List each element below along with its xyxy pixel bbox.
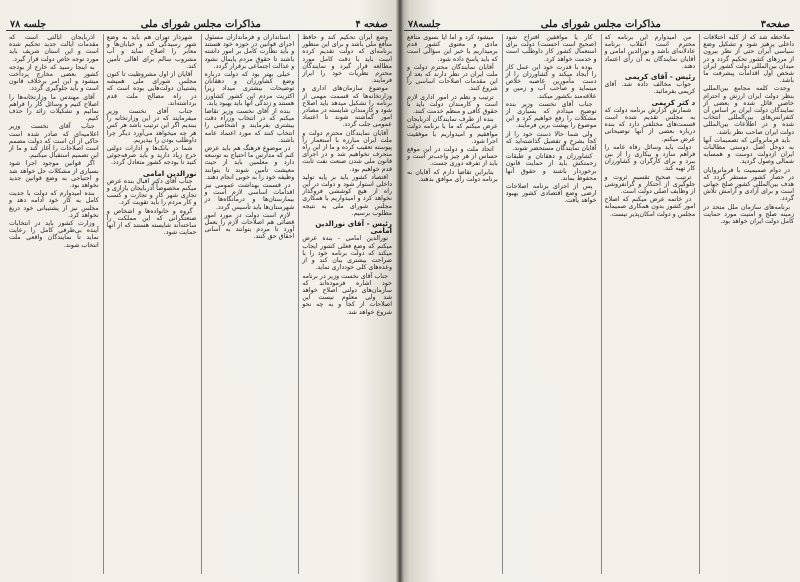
speaker-heading: رئیس - آقای کریمی bbox=[624, 72, 696, 82]
paragraph: بنده از آقای نخست وزیر تقاضا میکنم که در انتخاب وزراء دقت بیشتری بفرمایند و اشخاصی را انتخاب کنند که مورد اعتماد عامه باشند. bbox=[204, 108, 295, 144]
paragraph: خیلی بهتر بود که دولت درباره وضع کشاورزان و دهقانان توضیحات بیشتری میداد زیرا اکثریت مردم این کشور کشاورز هستند و زندگی آنها باید بهبود یابد. bbox=[204, 71, 295, 107]
session-number: جلسه ۷۸ bbox=[10, 19, 47, 30]
paragraph: در دوام صمیمیت با فرمانروایان در حصار کشور مستقر گردد که هدف بین‌المللی کشور صلح جهانی است و برای آزادی و آرامش تلاش گردد. bbox=[703, 166, 794, 203]
paragraph: به اینجا رسید که خارج از بودجه کشور بعضی مخارج پرداخت میشود و این امر برخلاف قانون است و باید جلوگیری گردد. bbox=[9, 63, 99, 93]
paragraph: جواب مخالف داده شد. آقای کریمی بفرمائید. bbox=[604, 81, 696, 96]
paragraph: اگر قوانین موجود اجرا شود بسیاری از مشکلات حل خواهد شد و احتیاجی به وضع قوانین جدید نخواهد بود. bbox=[9, 160, 99, 190]
paragraph: در خاتمه عرض میکنم که اصلاح امور کشور بدون همکاری صمیمانه مجلس و دولت امکان‌پذیر نیست. bbox=[604, 196, 696, 218]
text-column bbox=[601, 34, 696, 574]
paragraph: بنده امیدوارم که دولت با جدیت کامل به کار خود ادامه دهد و مجلس نیز از پشتیبانی خود دریغ نخواهد کرد. bbox=[9, 190, 99, 219]
paragraph: کار یا موافقین اقتراح شود (صحیح است احسنت) دولت برای استعمال کشور کار داوطلب است و خدمت خواهد کرد. bbox=[505, 34, 597, 63]
speaker-heading: نورالدین امامی bbox=[142, 168, 197, 178]
text-column bbox=[502, 34, 597, 574]
text-column bbox=[201, 34, 295, 574]
paragraph: آذربایجان ایالتی است که مقدمات ایالت جدید تحکیم شده است و این استان شریف باید مورد توجه خاص دولت قرار گیرد. bbox=[9, 34, 99, 63]
session-number: جلسه۷۸ bbox=[408, 19, 441, 30]
text-column bbox=[298, 34, 392, 574]
paragraph: جناب آقای نخست وزیر میفرمایند که در این وزارتخانه را ببندیم اگر این ترتیب باشد هر کس هر چه میخواهد می‌آورد دیگر چرا داوطلب بودن را بپذیریم. bbox=[106, 108, 197, 144]
paragraph: شهردار تهران هم باید به وضع شهر رسیدگی کند و خیابان‌ها و معابر را اصلاح نماید و آب مشروب سالم برای اهالی تأمین کند. bbox=[106, 34, 197, 70]
paragraph: بنده از طرف نمایندگان آذربایجان عرض میکنم که ما با برنامه دولت موافقیم و امیدواریم با موفقیت اجرا شود. bbox=[407, 116, 498, 145]
paragraph: شمارش گزارش برنامه دولت که به مجلس تقدیم شده است قسمت‌های مختلفی دارد که بنده درباره بعضی از آنها توضیحاتی عرض میکنم. bbox=[604, 106, 696, 143]
paragraph: جناب آقای نخست وزیر اعلامیه‌ای که صادر شده است حاکی از آن است که دولت مصمم است اصلاحات را آغاز کند و ما از این تصمیم استقبال میکنیم. bbox=[9, 123, 99, 160]
paragraph: میشود کرد و اما آیا بسوی منافع مادی و معنوی کشور قدم برمیداریم یا خیر این سؤالی است که باید پاسخ داده شود. bbox=[407, 34, 498, 63]
paragraph: ملاحظه شد که از کلیه اختلافات داخلی پرهیز شود و تشکیل وضع سیاسی ایران حتی از نظر بیرون از مرزهای کشور تحکیم گردد و در میدان بین‌المللی دولت کشور ایران شخص اول اقدامات پیشرفت ما باشد. bbox=[703, 34, 794, 85]
paragraph: برنامه‌های سازمان ملل متحد در زمینه صلح و امنیت مورد حمایت کامل دولت ایران خواهد بود. bbox=[703, 203, 794, 226]
paragraph: جناب آقای نخست وزیر بنده توضیح میدادم که بسیاری از مشکلات را رفع خواهیم کرد و این موضوع را بهشت برین فرمایند. bbox=[505, 100, 597, 130]
page-right bbox=[398, 0, 800, 582]
paragraph: بنابراین تقاضا دارم که آقایان به برنامه دولت رأی موافق بدهند. bbox=[407, 168, 498, 183]
page-left bbox=[0, 0, 398, 582]
paragraph: گروه و خانواده‌ها و اشخاص و صنعتگرانی که این مملکت را ساخته‌اند شایسته هستند که از آنها حمایت شود. bbox=[106, 207, 197, 237]
page-header bbox=[404, 14, 794, 31]
paragraph: آقایان نمایندگان محترم دولت و ملت ایران در نظر دارند که بعد از این مقدمات اصلاحات اساسی را شروع کنند. bbox=[407, 63, 498, 93]
text-column bbox=[404, 34, 498, 574]
paragraph: آقای مهندس ما وزارتخانه‌ها را اصلاح کنیم و وسائل کار را فراهم نمائیم و تشکیلات زائد را حذف کنیم. bbox=[9, 93, 99, 123]
paragraph: وضع ایران تحکیم کند و حافظ منافع ملی باشد و برای این منظور برنامه‌ای که دولت تقدیم کرده است باید با دقت کامل مورد مطالعه قرار گیرد و نمایندگان محترم نظریات خود را ابراز فرمایند. bbox=[302, 34, 392, 85]
paragraph: ترتیب و نظم در امور اداری لازم است و کارمندان دولت باید با حقوق کافی و منظم خدمت کنند. bbox=[407, 93, 498, 116]
paragraph: من امیدوارم این برنامه که محترم است انقلاب برنامه عادلانه‌ای باشد و نورالدین امامی و آقایان نمایندگان به آن رأی اعتماد دهند. bbox=[604, 34, 696, 70]
page-title: مذاکرات مجلس شورای ملی bbox=[140, 19, 261, 30]
paragraph: در قسمت بهداشت عمومی نیز اقدامات اساسی لازم است و بیمارستان‌ها و درمانگاه‌ها در شهرستان‌ها باید تأسیس گردد. bbox=[204, 182, 295, 211]
paragraph: بوده با قدرت خود این عمل کار را ایجاد میکند و کشاورزان را از دست مأمورین غاصبه خلاص مینماید و صاحب آب و زمین و علاقه‌مند بکشور میکند. bbox=[505, 63, 597, 100]
page-number: صفحه۳ bbox=[760, 19, 790, 30]
paragraph: وزارت کشور باید در انتخابات آینده بی‌طرفی کامل را رعایت نماید تا نمایندگان واقعی ملت انتخاب شوند. bbox=[9, 220, 99, 249]
paragraph: اتحاد ملت و دولت در این موقع حساس از هر چیز واجب‌تر است و باید از تفرقه دوری جست. bbox=[407, 146, 498, 168]
paragraph: استانداران و فرمانداران مسئول اجرای قوانین در حوزه خود هستند و باید نظارت کامل بر امور داشته باشند تا حقوق مردم پایمال نشود و عدالت اجتماعی برقرار گردد. bbox=[204, 34, 295, 70]
paragraph: اقتصاد کشور باید بر پایه تولید داخلی استوار شود و دولت در این راه از هیچ کوششی فروگذار نخواهد کرد و امیدواریم با همکاری مجلس شورای ملی به نتیجه مطلوب برسیم. bbox=[302, 173, 392, 217]
paragraph: جناب آقای دکتر اقبال بنده عرض میکنم مخصوصاً آذربایجان بازاری و تجاری شهر کار و تجارت و کسب و کار مردم را باید تقویت کرد. bbox=[106, 177, 197, 207]
paragraph: آقایان نمایندگان محترم دولت و ملت ایران مبارزه با استعمار را پیوسته تعقیب کرده و ما از این راه منحرف نخواهیم شد و در اجرای قانون ملی شدن صنعت نفت ثابت قدم خواهیم بود. bbox=[302, 129, 392, 173]
text-column bbox=[6, 34, 99, 574]
paragraph: وحدت کلمه مجامع بین‌المللی بنظر دولت ایران ارزش و احترام خاصی قائل شده و بعضی از نمایندگان دولت ایران بر اساس آن کنفرانس‌های بین‌المللی انتخاب شده و در اطلاعات بین‌المللی دولت ایران صاحب نظر باشد. bbox=[703, 85, 794, 136]
page-title: مذاکرات مجلس شورای ملی bbox=[540, 19, 661, 30]
paragraph: موضوع سازمان‌های اداری و وزارتخانه‌ها که قسمت مهمی از برنامه را تشکیل میدهد باید اصلاح شود و کارمندان شایسته در مصادر امور گماشته شوند تا اعتماد عمومی جلب گردد. bbox=[302, 85, 392, 129]
paragraph: پس از اجرای برنامه اصلاحات ارضی وضع اقتصادی کشور بهبود خواهد یافت. bbox=[505, 183, 597, 205]
columns bbox=[404, 34, 794, 574]
paragraph: لازم است دولت در مورد امور قضائی هم اصلاحات لازم را بعمل آورد تا مردم بتوانند به آسانی احقاق حق کنند. bbox=[204, 211, 295, 241]
paragraph: جناب آقای نخست وزیر در برنامه خود اشاره فرموده‌اند که سازمان‌های دولتی اصلاح خواهد شد ولی معلوم نیست این اصلاحات از کجا و به چه نحو شروع خواهد شد. bbox=[302, 272, 392, 316]
speaker-heading: رئیس - آقای نورالدین امامی bbox=[315, 219, 392, 236]
paragraph: نورالدین امامی - بنده عرض میکنم که وضع فعلی کشور ایجاب میکند که دولت برنامه خود را با صراحت بیشتری بیان کند و از وعده‌های کلی خودداری نماید. bbox=[302, 235, 392, 272]
page-number: صفحه ۴ bbox=[355, 19, 388, 30]
text-column bbox=[103, 34, 197, 574]
page-header bbox=[6, 14, 392, 31]
speaker-heading: د کتر کریمی bbox=[651, 97, 696, 107]
paragraph: در موضوع فرهنگ هم باید عرض کنم که مدارس ما احتیاج به توسعه دارد و معلمین باید از حیث معیشت تأمین شوند تا بتوانند وظیفه خود را به خوبی انجام دهند. bbox=[204, 145, 295, 181]
paragraph: شما در بانک‌ها و ادارات دولتی خرج زیاد دارید و باید صرفه‌جوئی کنید تا بودجه کشور متعادل گردد. bbox=[106, 145, 197, 167]
paragraph: ترتیب صحیح تقسیم ثروت و جلوگیری از احتکار و گرانفروشی از وظایف اصلی دولت است. bbox=[604, 173, 696, 196]
columns bbox=[6, 34, 392, 574]
paragraph: آقایان از اول مشروطیت تا کنون مجلس شورای ملی همیشه پشتیبان دولت‌هایی بوده است که در راه مصالح ملت قدم برداشته‌اند. bbox=[106, 71, 197, 107]
text-column bbox=[699, 34, 794, 574]
paragraph: باید فرمانروائی که تصمیمات آنها به دوحل اصل دوستی مطالبات ایران ازدولت دوست و همسایه شمالی وصول گردید. bbox=[703, 136, 794, 166]
binding-gutter bbox=[396, 0, 404, 582]
paragraph: کشاورزان و دهقانان و طبقات زحمتکش باید از حمایت قانون برخوردار باشند و حقوق آنها محفوظ بماند. bbox=[505, 153, 597, 182]
paragraph: ولی شما حالا دست خود را از کجا بشرح و تفصیل گذاشته‌اید که آقایان نمایندگان مستحضر شوند. bbox=[505, 130, 597, 153]
paragraph: دولت باید وسائل رفاه عامه را فراهم سازد و بیکاری را از بین ببرد و برای کارگران و کشاورزان کار تهیه کند. bbox=[604, 143, 696, 173]
